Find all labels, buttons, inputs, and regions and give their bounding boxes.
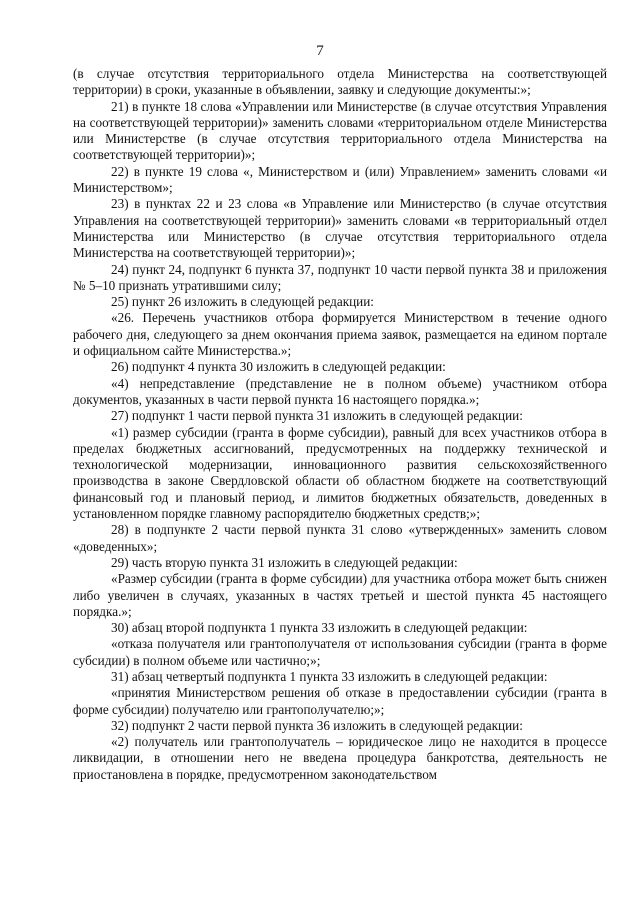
paragraph-item-25: 25) пункт 26 изложить в следующей редакции: xyxy=(111,294,374,310)
paragraph-item-28: 28) в подпункте 2 части первой пункта 31 слово «утвержденных» заменить словом «доведенных»; xyxy=(73,522,607,554)
paragraph-item-21: 21) в пункте 18 слова «Управлении или Министерстве (в случае отсутствия Управления на соответствующей территории)» заменить словами «территориальном отделе Министерства или Министерстве (в случае отсутствия территориального отдела Министерства на соответствующей территории)»; xyxy=(73,98,607,163)
page-number: 7 xyxy=(316,43,324,59)
paragraph-quote-decision: «принятия Министерством решения об отказе в предоставлении субсидии (гранта в форме субсидии) получателю или грантополучателю;»; xyxy=(73,685,607,717)
paragraph-quote-size: «Размер субсидии (гранта в форме субсидии) для участника отбора может быть снижен либо увеличен в случаях, указанных в частях третьей и шестой пункта 45 настоящего порядка.»; xyxy=(73,571,607,619)
paragraph-item-26: 26) подпункт 4 пункта 30 изложить в следующей редакции: xyxy=(111,359,446,375)
paragraph-quote-26: «26. Перечень участников отбора формируется Министерством в течение одного рабочего дня, следующего за днем окончания приема заявок, размещается на едином портале и официальном сайте Министерства.»; xyxy=(73,310,607,359)
paragraph-quote-2: «2) получатель или грантополучатель – юридическое лицо не находится в процессе ликвидации, в отношении него не введена процедура банкротства, деятельность не приостановлена в порядке, предусмотренном законодательством xyxy=(73,734,607,782)
paragraph-item-23: 23) в пунктах 22 и 23 слова «в Управление или Министерство (в случае отсутствия Управления на соответствующей территории)» заменить словами «в территориальный отдел Министерства или Министерство (в случае отсутствия территориального отдела Министерства на соответствующей территории)»; xyxy=(73,196,607,261)
paragraph-item-24: 24) пункт 24, подпункт 6 пункта 37, подпункт 10 части первой пункта 38 и приложения № 5–10 признать утратившими силу; xyxy=(73,261,607,293)
paragraph-item-31: 31) абзац четвертый подпункта 1 пункта 33 изложить в следующей редакции: xyxy=(111,668,548,684)
paragraph-item-22: 22) в пункте 19 слова «, Министерством и (или) Управлением» заменить словами «и Министерством»; xyxy=(73,163,607,196)
paragraph-item-30: 30) абзац второй подпункта 1 пункта 33 изложить в следующей редакции: xyxy=(111,620,528,636)
paragraph-continuation: (в случае отсутствия территориального отдела Министерства на соответствующей территории) в сроки, указанные в объявлении, заявку и следующие документы:»; xyxy=(73,66,607,98)
document-body xyxy=(73,66,607,783)
paragraph-item-27: 27) подпункт 1 части первой пункта 31 изложить в следующей редакции: xyxy=(111,408,523,424)
paragraph-item-29: 29) часть вторую пункта 31 изложить в следующей редакции: xyxy=(111,554,458,570)
paragraph-quote-1: «1) размер субсидии (гранта в форме субсидии), равный для всех участников отбора в пределах бюджетных ассигнований, предусмотренных на поддержку технической и технологической модернизации, инновационного развития сельскохозяйственного производства в законе Свердловской области об областном бюджете на соответствующий финансовый год и плановый период, и лимитов бюджетных обязательств, доведенных в установленном порядке главному распорядителю бюджетных средств;»; xyxy=(73,424,607,522)
paragraph-quote-refusal: «отказа получателя или грантополучателя от использования субсидии (гранта в форме субсидии) в полном объеме или частично;»; xyxy=(73,636,607,668)
paragraph-item-32: 32) подпункт 2 части первой пункта 36 изложить в следующей редакции: xyxy=(111,717,523,733)
paragraph-quote-4: «4) непредставление (представление не в полном объеме) участником отбора документов, указанных в части первой пункта 16 настоящего порядка.»; xyxy=(73,375,607,407)
